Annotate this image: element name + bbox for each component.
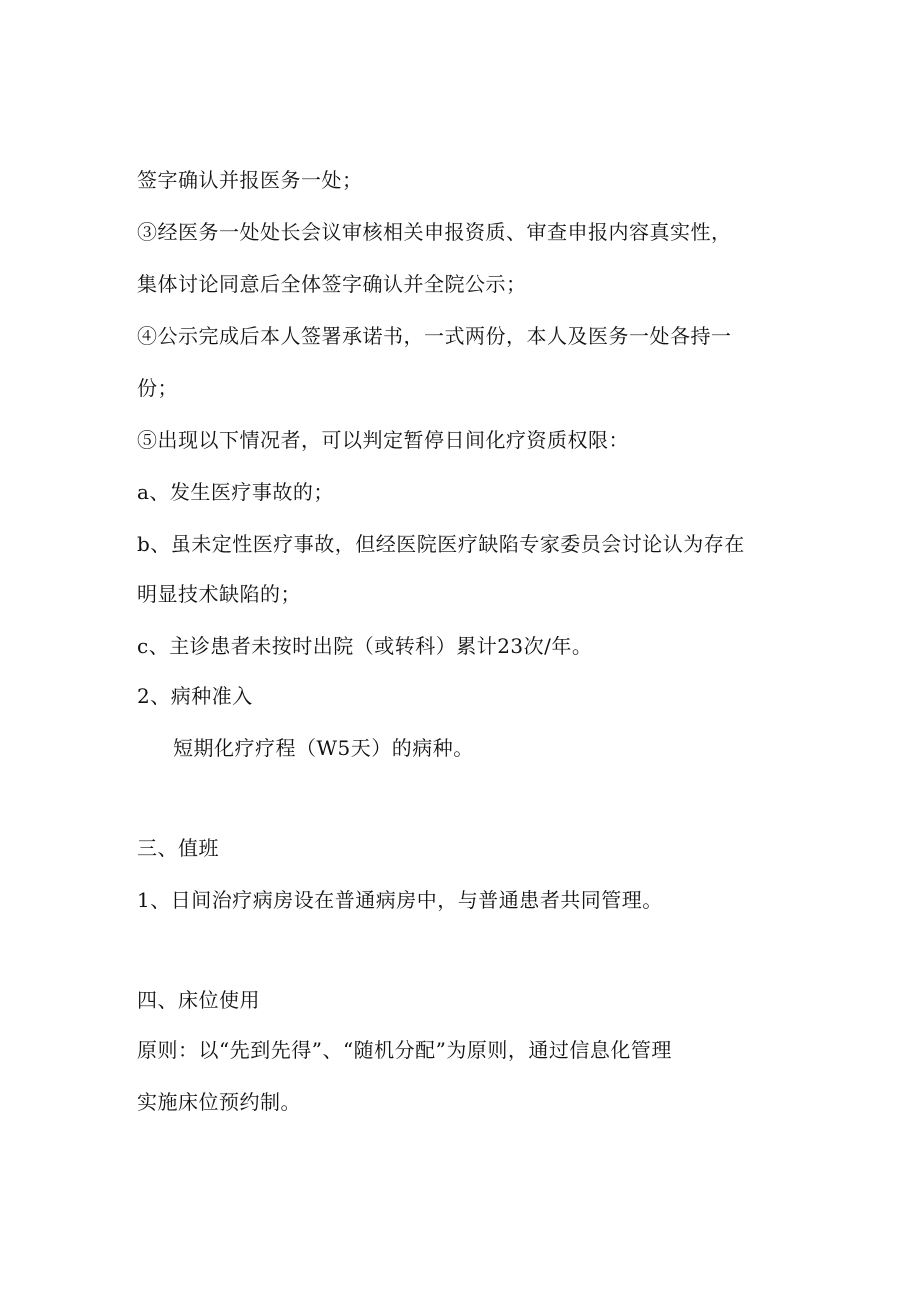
text-line: 明显技术缺陷的； <box>137 582 301 606</box>
text-line: ⑤出现以下情况者，可以判定暂停日间化疗资质权限： <box>137 428 629 452</box>
text-line: 份； <box>137 376 178 400</box>
section-heading: 2、病种准入 <box>137 684 253 708</box>
section-heading: 三、值班 <box>137 836 219 860</box>
text-line: c、主诊患者未按时出院（或转科）累计23次/年。 <box>137 634 593 658</box>
text-line: 实施床位预约制。 <box>137 1090 301 1114</box>
text-line: 原则：以“先到先得”、“随机分配”为原则，通过信息化管理 <box>137 1038 672 1062</box>
text-line: 集体讨论同意后全体签字确认并全院公示； <box>137 272 527 296</box>
text-line: 签字确认并报医务一处； <box>137 168 363 192</box>
section-heading: 四、床位使用 <box>137 988 260 1012</box>
text-line: b、虽未定性医疗事故，但经医院医疗缺陷专家委员会讨论认为存在 <box>137 532 745 556</box>
text-line: 短期化疗疗程（W5天）的病种。 <box>173 736 474 760</box>
text-line: 1、日间治疗病房设在普通病房中，与普通患者共同管理。 <box>137 888 663 912</box>
text-line: a、发生医疗事故的； <box>137 480 334 504</box>
text-line: ③经医务一处处长会议审核相关申报资质、审查申报内容真实性， <box>137 220 732 244</box>
text-line: ④公示完成后本人签署承诺书，一式两份，本人及医务一处各持一 <box>137 324 732 348</box>
